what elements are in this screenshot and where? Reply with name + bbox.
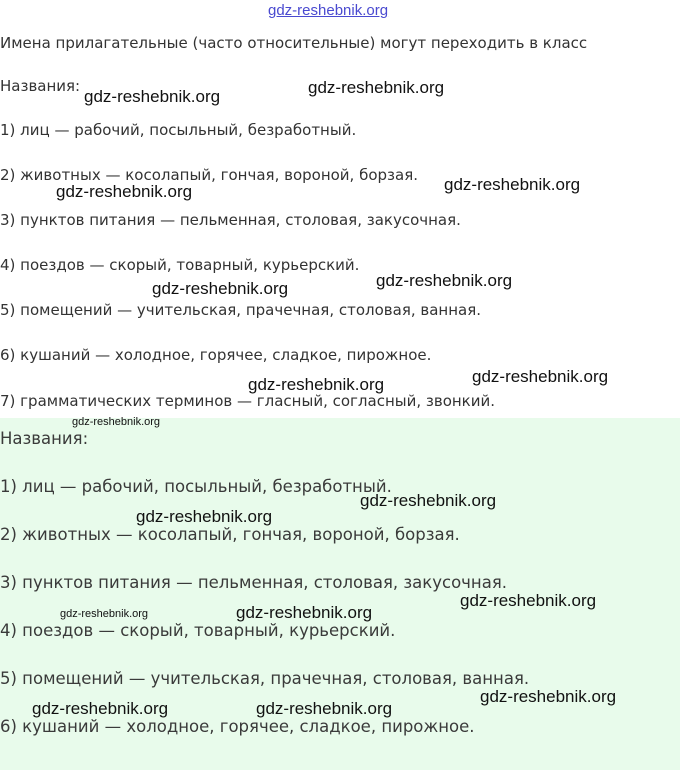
list-item: 4) поездов — скорый, товарный, курьерский. xyxy=(0,256,360,274)
watermark: gdz-reshebnik.org xyxy=(480,687,617,706)
list-item: 6) кушаний — холодное, горячее, сладкое, пирожное. xyxy=(0,717,475,736)
watermark: gdz-reshebnik.org xyxy=(460,591,597,610)
list-item: 2) животных — косолапый, гончая, вороной, борзая. xyxy=(0,166,418,184)
list-item: 7) грамматических терминов — гласный, согласный, звонкий. xyxy=(0,392,496,410)
list-item: 4) поездов — скорый, товарный, курьерский. xyxy=(0,621,396,640)
watermark: gdz-reshebnik.org xyxy=(444,175,581,194)
site-link[interactable]: gdz-reshebnik.org xyxy=(268,2,389,19)
list-item: 6) кушаний — холодное, горячее, сладкое, пирожное. xyxy=(0,346,432,364)
watermark: gdz-reshebnik.org xyxy=(136,507,273,526)
watermark: gdz-reshebnik.org xyxy=(152,279,289,298)
watermark: gdz-reshebnik.org xyxy=(72,416,161,428)
watermark: gdz-reshebnik.org xyxy=(84,87,221,106)
list-item: 2) животных — косолапый, гончая, вороной, борзая. xyxy=(0,525,460,544)
watermark: gdz-reshebnik.org xyxy=(236,603,373,622)
list-item: 1) лиц — рабочий, посыльный, безработный. xyxy=(0,121,357,139)
list-item: 3) пунктов питания — пельменная, столовая, закусочная. xyxy=(0,573,508,592)
watermark: gdz-reshebnik.org xyxy=(376,271,513,290)
list-item: 5) помещений — учительская, прачечная, столовая, ванная. xyxy=(0,301,482,319)
list-item: 3) пунктов питания — пельменная, столовая, закусочная. xyxy=(0,211,461,229)
section-2-heading: Названия: xyxy=(0,429,89,448)
list-item: 5) помещений — учительская, прачечная, столовая, ванная. xyxy=(0,669,530,688)
watermark: gdz-reshebnik.org xyxy=(360,491,497,510)
watermark: gdz-reshebnik.org xyxy=(32,699,169,718)
list-item: 1) лиц — рабочий, посыльный, безработный. xyxy=(0,477,392,496)
watermark: gdz-reshebnik.org xyxy=(60,608,149,620)
watermark: gdz-reshebnik.org xyxy=(472,367,609,386)
watermark: gdz-reshebnik.org xyxy=(308,78,445,97)
watermark: gdz-reshebnik.org xyxy=(248,375,385,394)
intro-text: Имена прилагательные (часто относительные) могут переходить в класс xyxy=(0,34,588,52)
watermark: gdz-reshebnik.org xyxy=(56,182,193,201)
watermark: gdz-reshebnik.org xyxy=(256,699,393,718)
section-1-heading: Названия: xyxy=(0,77,81,95)
